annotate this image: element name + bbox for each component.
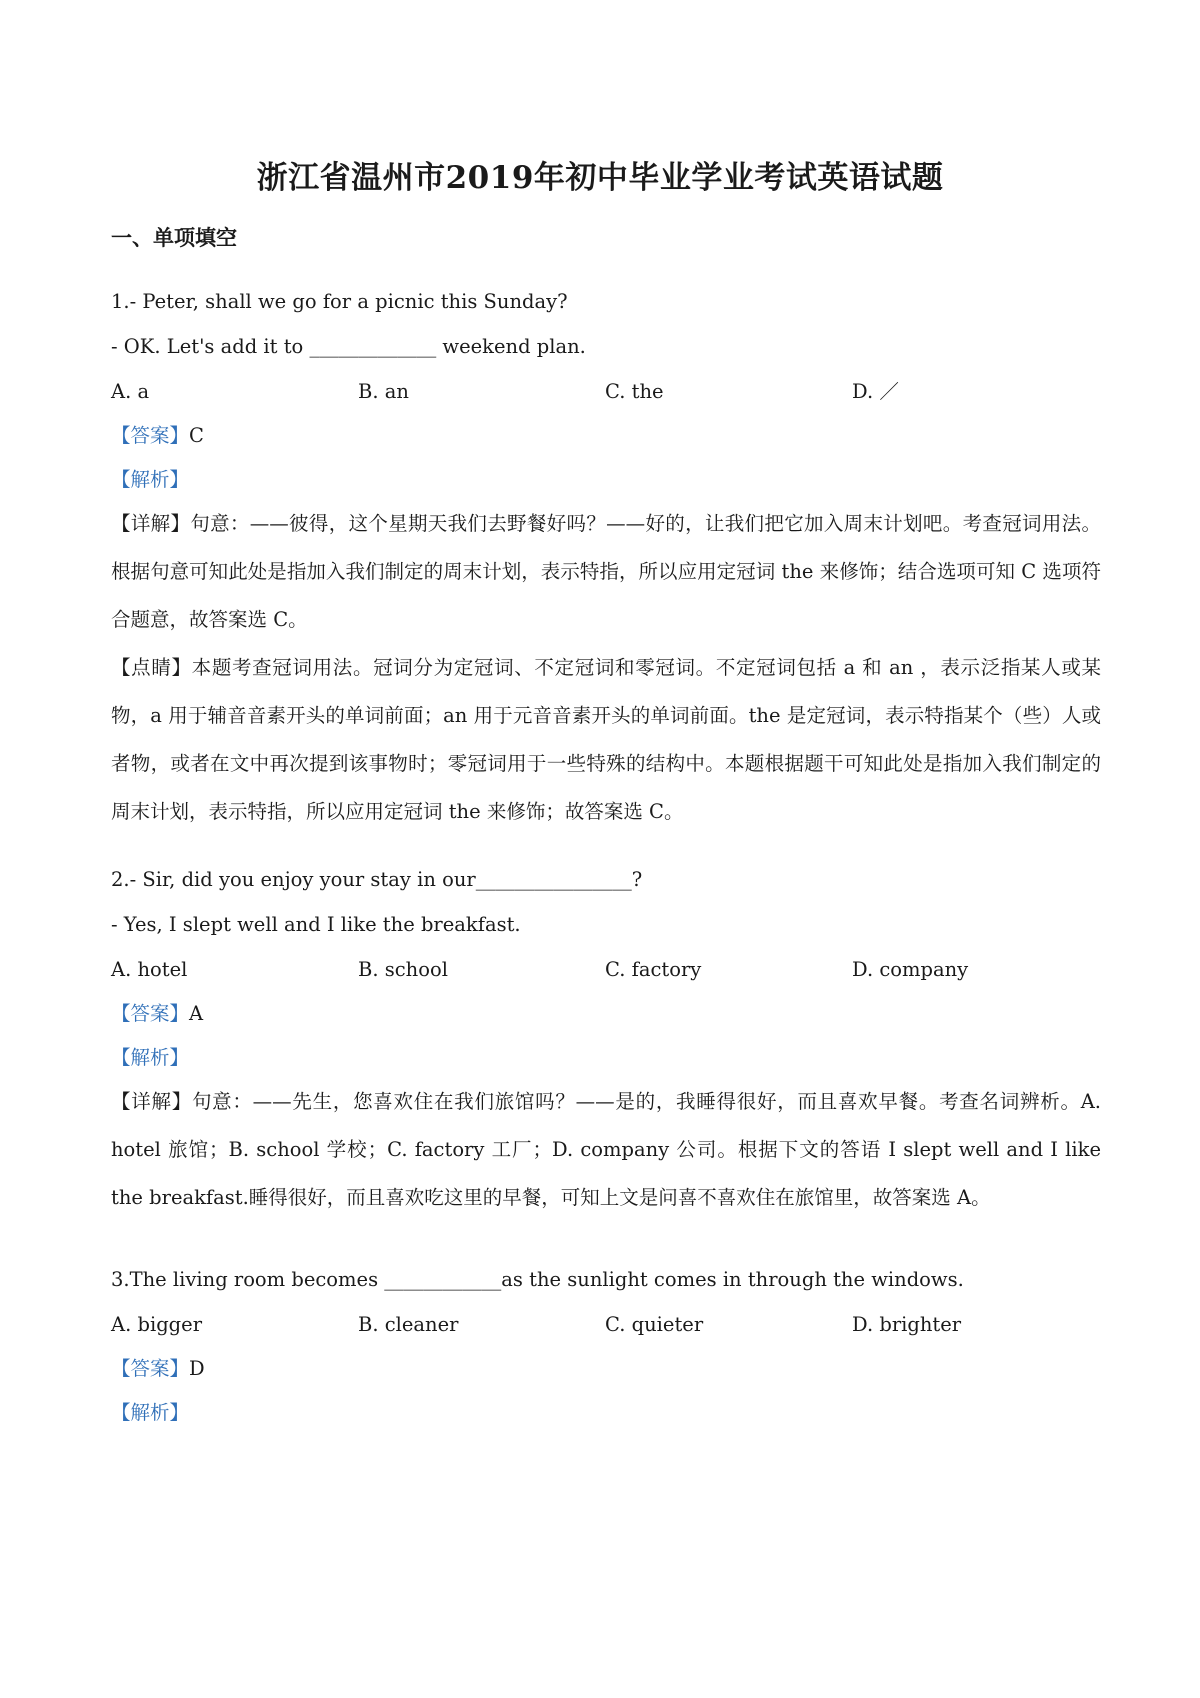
page-title: 浙江省温州市2019年初中毕业学业考试英语试题 bbox=[256, 160, 944, 196]
q3-option-b: B. cleaner bbox=[358, 1313, 459, 1336]
answer-label: 【答案】 bbox=[111, 1002, 190, 1025]
q2-option-a: A. hotel bbox=[111, 958, 188, 981]
q1-option-a: A. a bbox=[111, 380, 150, 403]
q1-analysis-heading bbox=[111, 468, 1101, 492]
q2-detail: 【详解】句意：——先生，您喜欢住在我们旅馆吗？——是的，我睡得很好，而且喜欢早餐。考查名词辨析。A. hotel 旅馆；B. school 学校；C. factory 工厂；D. company 公司。根据下文的答语 I slept well and I like the breakfast.睡得很好，而且喜欢吃这里的早餐，可知上文是问喜不喜欢住在旅馆里，故答案选 A。 bbox=[111, 1090, 1101, 1209]
analysis-label: 【解析】 bbox=[111, 1401, 190, 1424]
q3-answer-value: D bbox=[189, 1357, 205, 1380]
answer-label: 【答案】 bbox=[111, 424, 190, 447]
q2-option-b: B. school bbox=[358, 958, 448, 981]
q1-tip: 【点睛】本题考查冠词用法。冠词分为定冠词、不定冠词和零冠词。不定冠词包括 a 和 an ，表示泛指某人或某物，a 用于辅音音素开头的单词前面；an 用于元音音素开头的单词前面。the 是定冠词，表示特指某个（些）人或者物，或者在文中再次提到该事物时；零冠词用于一些特殊的结构中。本题根据题干可知此处是指加入我们制定的周末计划，表示特指，所以应用定冠词 the 来修饰；故答案选 C。 bbox=[111, 656, 1101, 823]
q2-response: - Yes, I slept well and I like the breakfast. bbox=[111, 913, 521, 936]
q2-option-c: C. factory bbox=[605, 958, 702, 981]
q3-stem: 3.The living room becomes ____________as the sunlight comes in through the windows. bbox=[111, 1268, 964, 1291]
q3-answer bbox=[111, 1357, 1101, 1381]
q1-answer bbox=[111, 424, 1101, 448]
q1-option-d: D. ／ bbox=[852, 380, 899, 403]
section-tag: 【点睛】 bbox=[111, 656, 192, 679]
section-heading: 一、单项填空 bbox=[111, 225, 237, 250]
q3-analysis-heading bbox=[111, 1401, 1101, 1425]
answer-label: 【答案】 bbox=[111, 1357, 190, 1380]
q3-option-a: A. bigger bbox=[111, 1313, 203, 1336]
q2-analysis-heading bbox=[111, 1046, 1101, 1070]
q3-option-c: C. quieter bbox=[605, 1313, 704, 1336]
section-tag: 【详解】 bbox=[111, 1090, 192, 1113]
q1-option-b: B. an bbox=[358, 380, 409, 403]
q3-option-d: D. brighter bbox=[852, 1313, 962, 1336]
section-tag: 【详解】 bbox=[111, 512, 191, 535]
q1-response: - OK. Let's add it to _____________ weekend plan. bbox=[111, 335, 586, 358]
q1-answer-value: C bbox=[189, 424, 204, 447]
q2-answer bbox=[111, 1002, 1101, 1026]
q1-detail: 【详解】句意：——彼得，这个星期天我们去野餐好吗？——好的，让我们把它加入周末计划吧。考查冠词用法。根据句意可知此处是指加入我们制定的周末计划，表示特指，所以应用定冠词 the 来修饰；结合选项可知 C 选项符合题意，故答案选 C。 bbox=[111, 512, 1101, 631]
analysis-label: 【解析】 bbox=[111, 468, 190, 491]
q2-stem: 2.- Sir, did you enjoy your stay in our________________? bbox=[111, 868, 643, 891]
analysis-label: 【解析】 bbox=[111, 1046, 190, 1069]
q2-answer-value: A bbox=[189, 1002, 204, 1025]
q2-option-d: D. company bbox=[852, 958, 969, 981]
q1-option-c: C. the bbox=[605, 380, 664, 403]
q1-stem: 1.- Peter, shall we go for a picnic this Sunday? bbox=[111, 290, 568, 313]
